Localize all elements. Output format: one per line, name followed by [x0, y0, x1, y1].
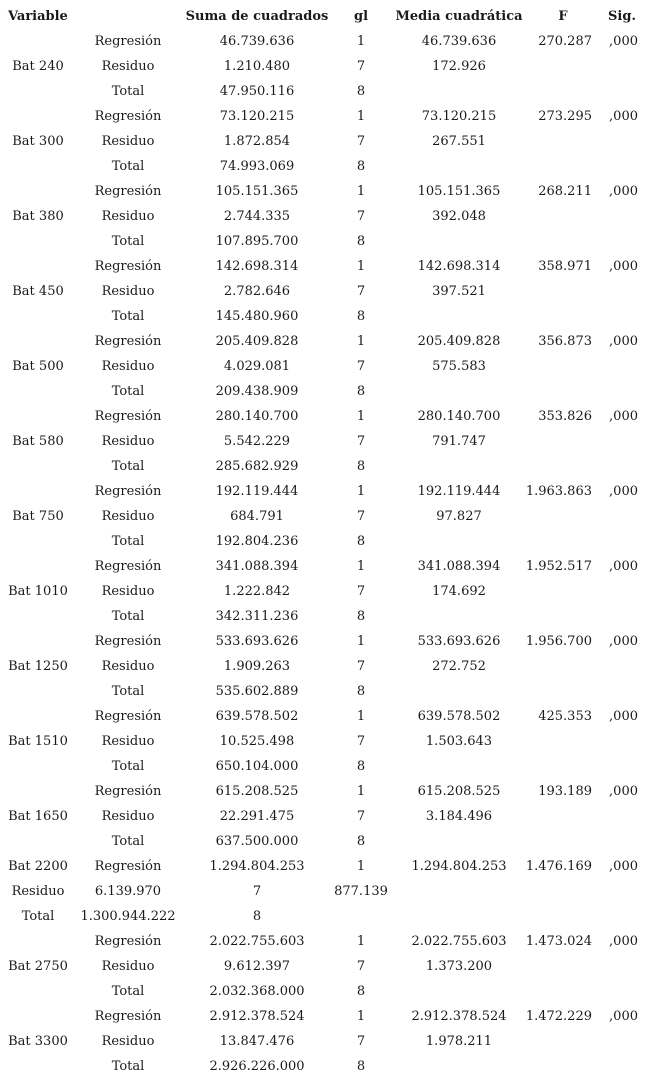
- row-label: Total: [111, 1059, 145, 1074]
- cell-media-cuadratica: 1.373.200: [425, 959, 493, 974]
- cell-suma-de-cuadrados: 1.300.944.222: [80, 909, 176, 924]
- row-label: Residuo: [101, 434, 155, 449]
- cell-media-cuadratica: 174.692: [432, 584, 486, 599]
- row-label: Residuo: [101, 209, 155, 224]
- cell-gl: 8: [356, 459, 366, 474]
- cell-media-cuadratica: 341.088.394: [417, 559, 501, 574]
- cell-suma-de-cuadrados: 684.791: [230, 509, 284, 524]
- variable-name: Bat 1010: [8, 584, 68, 599]
- row-label: Total: [111, 459, 145, 474]
- cell-gl: 1: [356, 559, 366, 574]
- cell-suma-de-cuadrados: 192.119.444: [215, 484, 299, 499]
- row-label: Regresión: [94, 634, 162, 649]
- cell-media-cuadratica: 615.208.525: [417, 784, 501, 799]
- cell-gl: 7: [356, 59, 366, 74]
- row-label: Total: [111, 309, 145, 324]
- cell-media-cuadratica: 575.583: [432, 359, 486, 374]
- row-label: Regresión: [94, 334, 162, 349]
- cell-media-cuadratica: 1.978.211: [425, 1034, 493, 1049]
- row-label: Residuo: [101, 59, 155, 74]
- cell-gl: 8: [252, 909, 262, 924]
- cell-suma-de-cuadrados: 74.993.069: [219, 159, 295, 174]
- cell-media-cuadratica: 791.747: [432, 434, 486, 449]
- variable-name: Bat 2750: [8, 959, 68, 974]
- cell-media-cuadratica: 1.294.804.253: [411, 859, 507, 874]
- cell-suma-de-cuadrados: 1.909.263: [223, 659, 291, 674]
- cell-sig: ,000: [609, 109, 638, 124]
- cell-gl: 1: [356, 784, 366, 799]
- cell-gl: 7: [356, 809, 366, 824]
- cell-sig: ,000: [609, 184, 638, 199]
- row-label: Regresión: [94, 784, 162, 799]
- cell-sig: ,000: [609, 859, 638, 874]
- header-suma-de-cuadrados: Suma de cuadrados: [185, 9, 329, 24]
- variable-name: Bat 1650: [8, 809, 68, 824]
- variable-name: Bat 750: [12, 509, 64, 524]
- cell-gl: 1: [356, 709, 366, 724]
- cell-gl: 8: [356, 984, 366, 999]
- cell-media-cuadratica: 397.521: [432, 284, 486, 299]
- cell-gl: 7: [356, 1034, 366, 1049]
- cell-suma-de-cuadrados: 615.208.525: [215, 784, 299, 799]
- variable-name: Bat 3300: [8, 1034, 68, 1049]
- cell-gl: 7: [356, 359, 366, 374]
- cell-gl: 7: [356, 284, 366, 299]
- cell-suma-de-cuadrados: 535.602.889: [215, 684, 299, 699]
- cell-media-cuadratica: 3.184.496: [425, 809, 493, 824]
- row-label: Regresión: [94, 484, 162, 499]
- cell-sig: ,000: [609, 334, 638, 349]
- cell-suma-de-cuadrados: 285.682.929: [215, 459, 299, 474]
- cell-gl: 8: [356, 534, 366, 549]
- cell-sig: ,000: [609, 1009, 638, 1024]
- cell-gl: 7: [252, 884, 262, 899]
- row-label: Residuo: [101, 509, 155, 524]
- cell-suma-de-cuadrados: 5.542.229: [223, 434, 291, 449]
- row-label: Total: [21, 909, 55, 924]
- cell-suma-de-cuadrados: 1.294.804.253: [209, 859, 305, 874]
- cell-sig: ,000: [609, 784, 638, 799]
- row-label: Residuo: [101, 134, 155, 149]
- row-label: Residuo: [101, 584, 155, 599]
- variable-name: Bat 1510: [8, 734, 68, 749]
- row-label: Residuo: [101, 809, 155, 824]
- cell-media-cuadratica: 142.698.314: [417, 259, 501, 274]
- cell-gl: 7: [356, 209, 366, 224]
- cell-sig: ,000: [609, 484, 638, 499]
- cell-gl: 8: [356, 609, 366, 624]
- cell-f: 1.952.517: [525, 559, 592, 574]
- row-label: Total: [111, 159, 145, 174]
- header-gl: gl: [353, 9, 369, 24]
- header-sig: Sig.: [608, 9, 636, 24]
- row-label: Regresión: [94, 859, 162, 874]
- row-label: Regresión: [94, 934, 162, 949]
- cell-media-cuadratica: 639.578.502: [417, 709, 501, 724]
- row-label: Residuo: [11, 884, 65, 899]
- cell-suma-de-cuadrados: 2.022.755.603: [209, 934, 305, 949]
- cell-suma-de-cuadrados: 342.311.236: [215, 609, 299, 624]
- cell-suma-de-cuadrados: 637.500.000: [215, 834, 299, 849]
- variable-name: Bat 500: [12, 359, 64, 374]
- cell-gl: 1: [356, 109, 366, 124]
- cell-gl: 1: [356, 1009, 366, 1024]
- row-label: Residuo: [101, 1034, 155, 1049]
- cell-gl: 7: [356, 659, 366, 674]
- cell-suma-de-cuadrados: 650.104.000: [215, 759, 299, 774]
- variable-name: Bat 2200: [8, 859, 68, 874]
- cell-gl: 8: [356, 159, 366, 174]
- cell-media-cuadratica: 2.912.378.524: [411, 1009, 507, 1024]
- row-label: Total: [111, 84, 145, 99]
- row-label: Regresión: [94, 34, 162, 49]
- cell-media-cuadratica: 2.022.755.603: [411, 934, 507, 949]
- row-label: Total: [111, 534, 145, 549]
- cell-suma-de-cuadrados: 2.912.378.524: [209, 1009, 305, 1024]
- cell-gl: 8: [356, 684, 366, 699]
- cell-suma-de-cuadrados: 22.291.475: [219, 809, 295, 824]
- row-label: Regresión: [94, 409, 162, 424]
- cell-suma-de-cuadrados: 2.032.368.000: [209, 984, 305, 999]
- row-label: Regresión: [94, 184, 162, 199]
- cell-suma-de-cuadrados: 2.744.335: [223, 209, 291, 224]
- cell-gl: 7: [356, 584, 366, 599]
- cell-suma-de-cuadrados: 341.088.394: [215, 559, 299, 574]
- cell-gl: 8: [356, 834, 366, 849]
- cell-suma-de-cuadrados: 6.139.970: [94, 884, 162, 899]
- cell-suma-de-cuadrados: 1.210.480: [223, 59, 291, 74]
- cell-suma-de-cuadrados: 209.438.909: [215, 384, 299, 399]
- cell-gl: 7: [356, 959, 366, 974]
- cell-f: 270.287: [538, 34, 592, 49]
- row-label: Regresión: [94, 1009, 162, 1024]
- variable-name: Bat 380: [12, 209, 64, 224]
- cell-media-cuadratica: 172.926: [432, 59, 486, 74]
- variable-name: Bat 240: [12, 59, 64, 74]
- cell-sig: ,000: [609, 934, 638, 949]
- row-label: Residuo: [101, 284, 155, 299]
- cell-gl: 1: [356, 34, 366, 49]
- cell-media-cuadratica: 105.151.365: [417, 184, 501, 199]
- cell-sig: ,000: [609, 409, 638, 424]
- cell-suma-de-cuadrados: 2.782.646: [223, 284, 291, 299]
- cell-suma-de-cuadrados: 145.480.960: [215, 309, 299, 324]
- row-label: Total: [111, 384, 145, 399]
- cell-media-cuadratica: 73.120.215: [421, 109, 497, 124]
- cell-media-cuadratica: 1.503.643: [425, 734, 493, 749]
- cell-suma-de-cuadrados: 13.847.476: [219, 1034, 295, 1049]
- cell-f: 193.189: [538, 784, 592, 799]
- cell-suma-de-cuadrados: 107.895.700: [215, 234, 299, 249]
- cell-suma-de-cuadrados: 533.693.626: [215, 634, 299, 649]
- cell-f: 268.211: [538, 184, 592, 199]
- cell-suma-de-cuadrados: 1.222.842: [223, 584, 291, 599]
- cell-sig: ,000: [609, 34, 638, 49]
- row-label: Residuo: [101, 359, 155, 374]
- cell-suma-de-cuadrados: 73.120.215: [219, 109, 295, 124]
- cell-suma-de-cuadrados: 47.950.116: [219, 84, 295, 99]
- cell-gl: 8: [356, 384, 366, 399]
- cell-gl: 8: [356, 759, 366, 774]
- row-label: Regresión: [94, 559, 162, 574]
- cell-suma-de-cuadrados: 142.698.314: [215, 259, 299, 274]
- cell-suma-de-cuadrados: 1.872.854: [223, 134, 291, 149]
- cell-gl: 1: [356, 859, 366, 874]
- cell-gl: 1: [356, 484, 366, 499]
- header-f: F: [558, 9, 568, 24]
- cell-sig: ,000: [609, 634, 638, 649]
- cell-suma-de-cuadrados: 9.612.397: [223, 959, 291, 974]
- cell-suma-de-cuadrados: 10.525.498: [219, 734, 295, 749]
- variable-name: Bat 580: [12, 434, 64, 449]
- cell-suma-de-cuadrados: 192.804.236: [215, 534, 299, 549]
- cell-gl: 8: [356, 1059, 366, 1074]
- cell-suma-de-cuadrados: 280.140.700: [215, 409, 299, 424]
- cell-gl: 1: [356, 184, 366, 199]
- cell-gl: 1: [356, 934, 366, 949]
- row-label: Regresión: [94, 709, 162, 724]
- row-label: Total: [111, 759, 145, 774]
- cell-suma-de-cuadrados: 46.739.636: [219, 34, 295, 49]
- variable-name: Bat 450: [12, 284, 64, 299]
- header-variable: Variable: [8, 9, 68, 24]
- cell-media-cuadratica: 272.752: [432, 659, 486, 674]
- cell-f: 358.971: [538, 259, 592, 274]
- cell-media-cuadratica: 46.739.636: [421, 34, 497, 49]
- cell-suma-de-cuadrados: 4.029.081: [223, 359, 291, 374]
- row-label: Regresión: [94, 109, 162, 124]
- cell-suma-de-cuadrados: 205.409.828: [215, 334, 299, 349]
- cell-sig: ,000: [609, 709, 638, 724]
- row-label: Residuo: [101, 959, 155, 974]
- cell-f: 1.476.169: [525, 859, 592, 874]
- row-label: Total: [111, 984, 145, 999]
- variable-name: Bat 300: [12, 134, 64, 149]
- cell-media-cuadratica: 392.048: [432, 209, 486, 224]
- variable-name: Bat 1250: [8, 659, 68, 674]
- cell-gl: 1: [356, 259, 366, 274]
- cell-gl: 8: [356, 309, 366, 324]
- cell-f: 1.956.700: [525, 634, 592, 649]
- cell-gl: 7: [356, 509, 366, 524]
- cell-gl: 8: [356, 84, 366, 99]
- row-label: Total: [111, 684, 145, 699]
- cell-suma-de-cuadrados: 2.926.226.000: [209, 1059, 305, 1074]
- cell-gl: 8: [356, 234, 366, 249]
- cell-gl: 7: [356, 434, 366, 449]
- cell-media-cuadratica: 97.827: [436, 509, 482, 524]
- row-label: Total: [111, 834, 145, 849]
- cell-gl: 7: [356, 734, 366, 749]
- cell-gl: 1: [356, 409, 366, 424]
- cell-f: 356.873: [538, 334, 592, 349]
- cell-sig: ,000: [609, 259, 638, 274]
- cell-media-cuadratica: 533.693.626: [417, 634, 501, 649]
- cell-f: 425.353: [538, 709, 592, 724]
- cell-gl: 1: [356, 634, 366, 649]
- cell-media-cuadratica: 192.119.444: [417, 484, 501, 499]
- cell-suma-de-cuadrados: 639.578.502: [215, 709, 299, 724]
- header-media-cuadratica: Media cuadrática: [395, 9, 523, 24]
- cell-gl: 1: [356, 334, 366, 349]
- row-label: Total: [111, 234, 145, 249]
- cell-media-cuadratica: 267.551: [432, 134, 486, 149]
- cell-gl: 7: [356, 134, 366, 149]
- cell-f: 353.826: [538, 409, 592, 424]
- row-label: Residuo: [101, 734, 155, 749]
- cell-f: 273.295: [538, 109, 592, 124]
- row-label: Regresión: [94, 259, 162, 274]
- cell-media-cuadratica: 205.409.828: [417, 334, 501, 349]
- cell-media-cuadratica: 280.140.700: [417, 409, 501, 424]
- cell-suma-de-cuadrados: 105.151.365: [215, 184, 299, 199]
- cell-media-cuadratica: 877.139: [334, 884, 388, 899]
- cell-f: 1.473.024: [525, 934, 592, 949]
- cell-sig: ,000: [609, 559, 638, 574]
- row-label: Residuo: [101, 659, 155, 674]
- row-label: Total: [111, 609, 145, 624]
- cell-f: 1.963.863: [525, 484, 592, 499]
- cell-f: 1.472.229: [525, 1009, 592, 1024]
